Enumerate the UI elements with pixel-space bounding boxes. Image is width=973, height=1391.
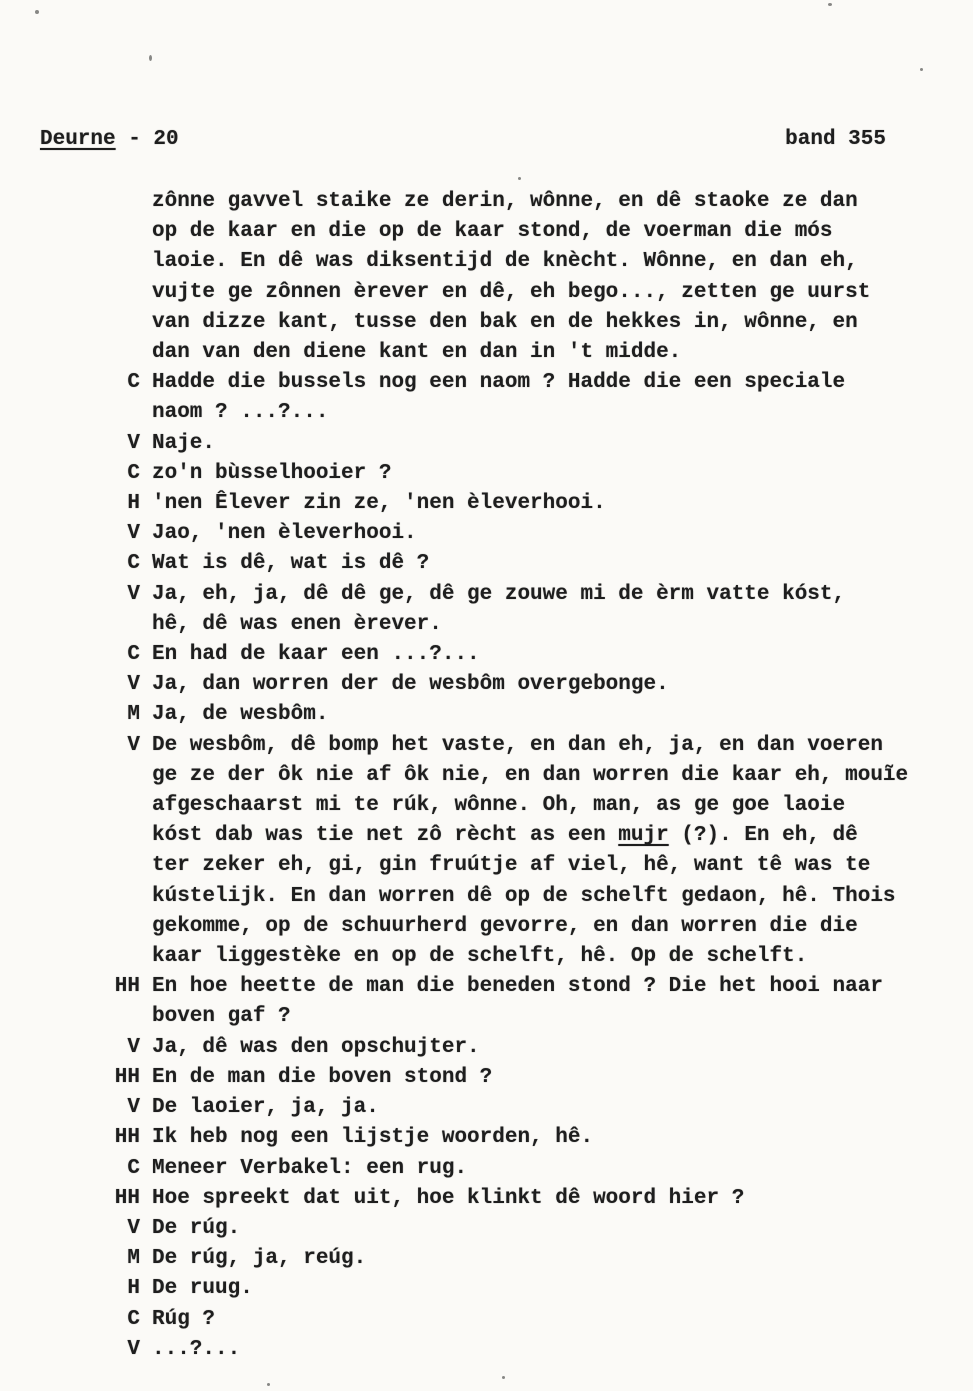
transcript-line [100, 308, 923, 338]
speaker-label: V [127, 1035, 140, 1059]
speaker-label: C [127, 552, 140, 576]
transcript-line [100, 972, 923, 1002]
transcript-line [100, 1184, 923, 1214]
line-text: Hadde die bussels nog een naom ? Hadde die een speciale [152, 371, 846, 395]
band-label: band 355 [785, 128, 886, 151]
speaker-label: M [127, 703, 140, 727]
speaker-label [100, 278, 152, 308]
line-text: De laoier, ja, ja. [152, 1096, 379, 1120]
transcript-line [100, 398, 923, 428]
speaker-label: C [127, 371, 140, 395]
line-text: De rúg. [152, 1216, 241, 1240]
line-text: zônne gavvel staike ze derin, wônne, en dê staoke ze dan [152, 190, 858, 213]
transcript-line [100, 610, 923, 640]
transcript-line [100, 489, 923, 519]
transcript-line [100, 1033, 923, 1063]
transcript-line [100, 912, 923, 942]
transcript-line [100, 670, 923, 700]
transcript-line [100, 429, 923, 459]
speaker-label: V [127, 673, 140, 697]
speaker-label: M [127, 1247, 140, 1271]
transcript-line [100, 1305, 923, 1335]
speaker-label: V [127, 1216, 140, 1240]
line-text: ...?... [152, 1337, 241, 1361]
scan-artifact [920, 68, 923, 71]
line-text: kaar liggestèke en op de schelft, hê. Op de schelft. [152, 945, 808, 969]
line-text: En hoe heette de man die beneden stond ? Die het hooi naar [152, 975, 883, 999]
speaker-label [100, 338, 152, 368]
transcript-line [100, 640, 923, 670]
transcript-line [100, 1123, 923, 1153]
transcript-line [100, 700, 923, 730]
page-number: - 20 [115, 128, 179, 151]
transcript-line [100, 187, 923, 217]
scan-artifact [149, 55, 152, 61]
scan-artifact [828, 3, 832, 6]
text-part: kóst dab was tie net zô rècht as een [152, 824, 619, 848]
text-part: (?). En eh, dê [668, 824, 858, 848]
line-text: ge ze der ôk nie af ôk nie, en dan worren die kaar eh, mouĩe [152, 763, 909, 787]
underlined-word: mujr [618, 824, 669, 848]
transcript-line [100, 519, 923, 549]
line-text: De wesbôm, dê bomp het vaste, en dan eh, ja, en dan voeren [152, 733, 883, 757]
line-text: 'nen Êlever zin ze, 'nen èleverhooi. [152, 492, 606, 516]
line-text: op de kaar en die op de kaar stond, de voerman die mós [152, 220, 833, 244]
speaker-label [100, 912, 152, 942]
line-text: boven gaf ? [152, 1005, 291, 1029]
speaker-label: V [127, 522, 140, 546]
transcript-line [100, 459, 923, 489]
line-text: Jao, 'nen èleverhooi. [152, 522, 417, 546]
line-text: En had de kaar een ...?... [152, 643, 480, 667]
transcript-line [100, 731, 923, 761]
transcript-line [100, 1244, 923, 1274]
speaker-label: HH [114, 1065, 140, 1089]
transcript-line [100, 1214, 923, 1244]
speaker-label: H [127, 1277, 140, 1301]
speaker-label: HH [114, 975, 140, 999]
transcript-line [100, 821, 923, 851]
line-text: gekomme, op de schuurherd gevorre, en dan worren die die [152, 914, 858, 938]
line-text: De ruug. [152, 1277, 253, 1301]
speaker-label [100, 791, 152, 821]
line-text: Ja, eh, ja, dê dê ge, dê ge zouwe mi de èrm vatte kóst, [152, 582, 846, 606]
speaker-label [100, 217, 152, 247]
line-text: Ja, dan worren der de wesbôm overgebonge. [152, 673, 669, 697]
speaker-label: HH [114, 1186, 140, 1210]
speaker-label: V [127, 431, 140, 455]
transcript-line [100, 1335, 923, 1365]
speaker-label [100, 942, 152, 972]
location-label: Deurne [40, 128, 116, 151]
transcript-line [100, 1274, 923, 1304]
line-text: Naje. [152, 431, 216, 455]
transcript-line [100, 942, 923, 972]
transcript-line [100, 580, 923, 610]
speaker-label: HH [114, 1126, 140, 1150]
speaker-label: C [127, 643, 140, 667]
line-text: Rúg ? [152, 1307, 216, 1331]
line-text: kústelijk. En dan worren dê op de schelft gedaon, hê. Thois [152, 884, 896, 908]
line-text [152, 821, 923, 851]
line-text: van dizze kant, tusse den bak en de hekkes in, wônne, en [152, 310, 858, 334]
scan-artifact [518, 177, 521, 180]
transcript-line [100, 851, 923, 881]
line-text: Ja, dê was den opschujter. [152, 1035, 480, 1059]
speaker-label [100, 851, 152, 881]
transcript-line [100, 278, 923, 308]
speaker-label [100, 247, 152, 277]
transcript-line [100, 1093, 923, 1123]
line-text: afgeschaarst mi te rúk, wônne. Oh, man, as ge goe laoie [152, 794, 846, 818]
transcript-line [100, 368, 923, 398]
transcript-body [100, 187, 923, 1365]
transcript-line [100, 217, 923, 247]
speaker-label: C [127, 1156, 140, 1180]
transcript-line [100, 1063, 923, 1093]
transcript-line [100, 882, 923, 912]
speaker-label: C [127, 1307, 140, 1331]
page-header [40, 126, 886, 154]
line-text: Meneer Verbakel: een rug. [152, 1156, 468, 1180]
line-text: Ik heb nog een lijstje woorden, hê. [152, 1126, 594, 1150]
line-text: laoie. En dê was diksentijd de knècht. Wônne, en dan eh, [152, 250, 858, 274]
line-text: De rúg, ja, reúg. [152, 1247, 367, 1271]
line-text: zo'n bùsselhooier ? [152, 461, 392, 485]
scan-artifact [502, 1376, 505, 1379]
line-text: naom ? ...?... [152, 401, 329, 425]
speaker-label [100, 1002, 152, 1032]
line-text: vujte ge zônnen èrever en dê, eh bego..., zetten ge uurst [152, 280, 871, 304]
line-text: Ja, de wesbôm. [152, 703, 329, 727]
speaker-label: V [127, 1337, 140, 1361]
line-text: ter zeker eh, gi, gin fruútje af viel, hê, want tê was te [152, 854, 871, 878]
transcript-line [100, 247, 923, 277]
speaker-label [100, 882, 152, 912]
speaker-label [100, 761, 152, 791]
transcript-line [100, 761, 923, 791]
speaker-label: V [127, 582, 140, 606]
scan-artifact [35, 10, 39, 14]
speaker-label: V [127, 1096, 140, 1120]
transcript-line [100, 1002, 923, 1032]
header-left [40, 126, 179, 154]
line-text: Hoe spreekt dat uit, hoe klinkt dê woord hier ? [152, 1186, 745, 1210]
speaker-label [100, 308, 152, 338]
transcript-line [100, 338, 923, 368]
speaker-label [100, 187, 152, 217]
scan-artifact [267, 1383, 270, 1386]
speaker-label [100, 821, 152, 851]
speaker-label: H [127, 492, 140, 516]
line-text: dan van den diene kant en dan in 't midde. [152, 341, 682, 365]
speaker-label: V [127, 733, 140, 757]
transcript-line [100, 549, 923, 579]
transcript-line [100, 791, 923, 821]
transcript-line [100, 1154, 923, 1184]
speaker-label [100, 398, 152, 428]
speaker-label [100, 610, 152, 640]
line-text: hê, dê was enen èrever. [152, 612, 442, 636]
line-text: En de man die boven stond ? [152, 1065, 493, 1089]
line-text: Wat is dê, wat is dê ? [152, 552, 430, 576]
speaker-label: C [127, 461, 140, 485]
